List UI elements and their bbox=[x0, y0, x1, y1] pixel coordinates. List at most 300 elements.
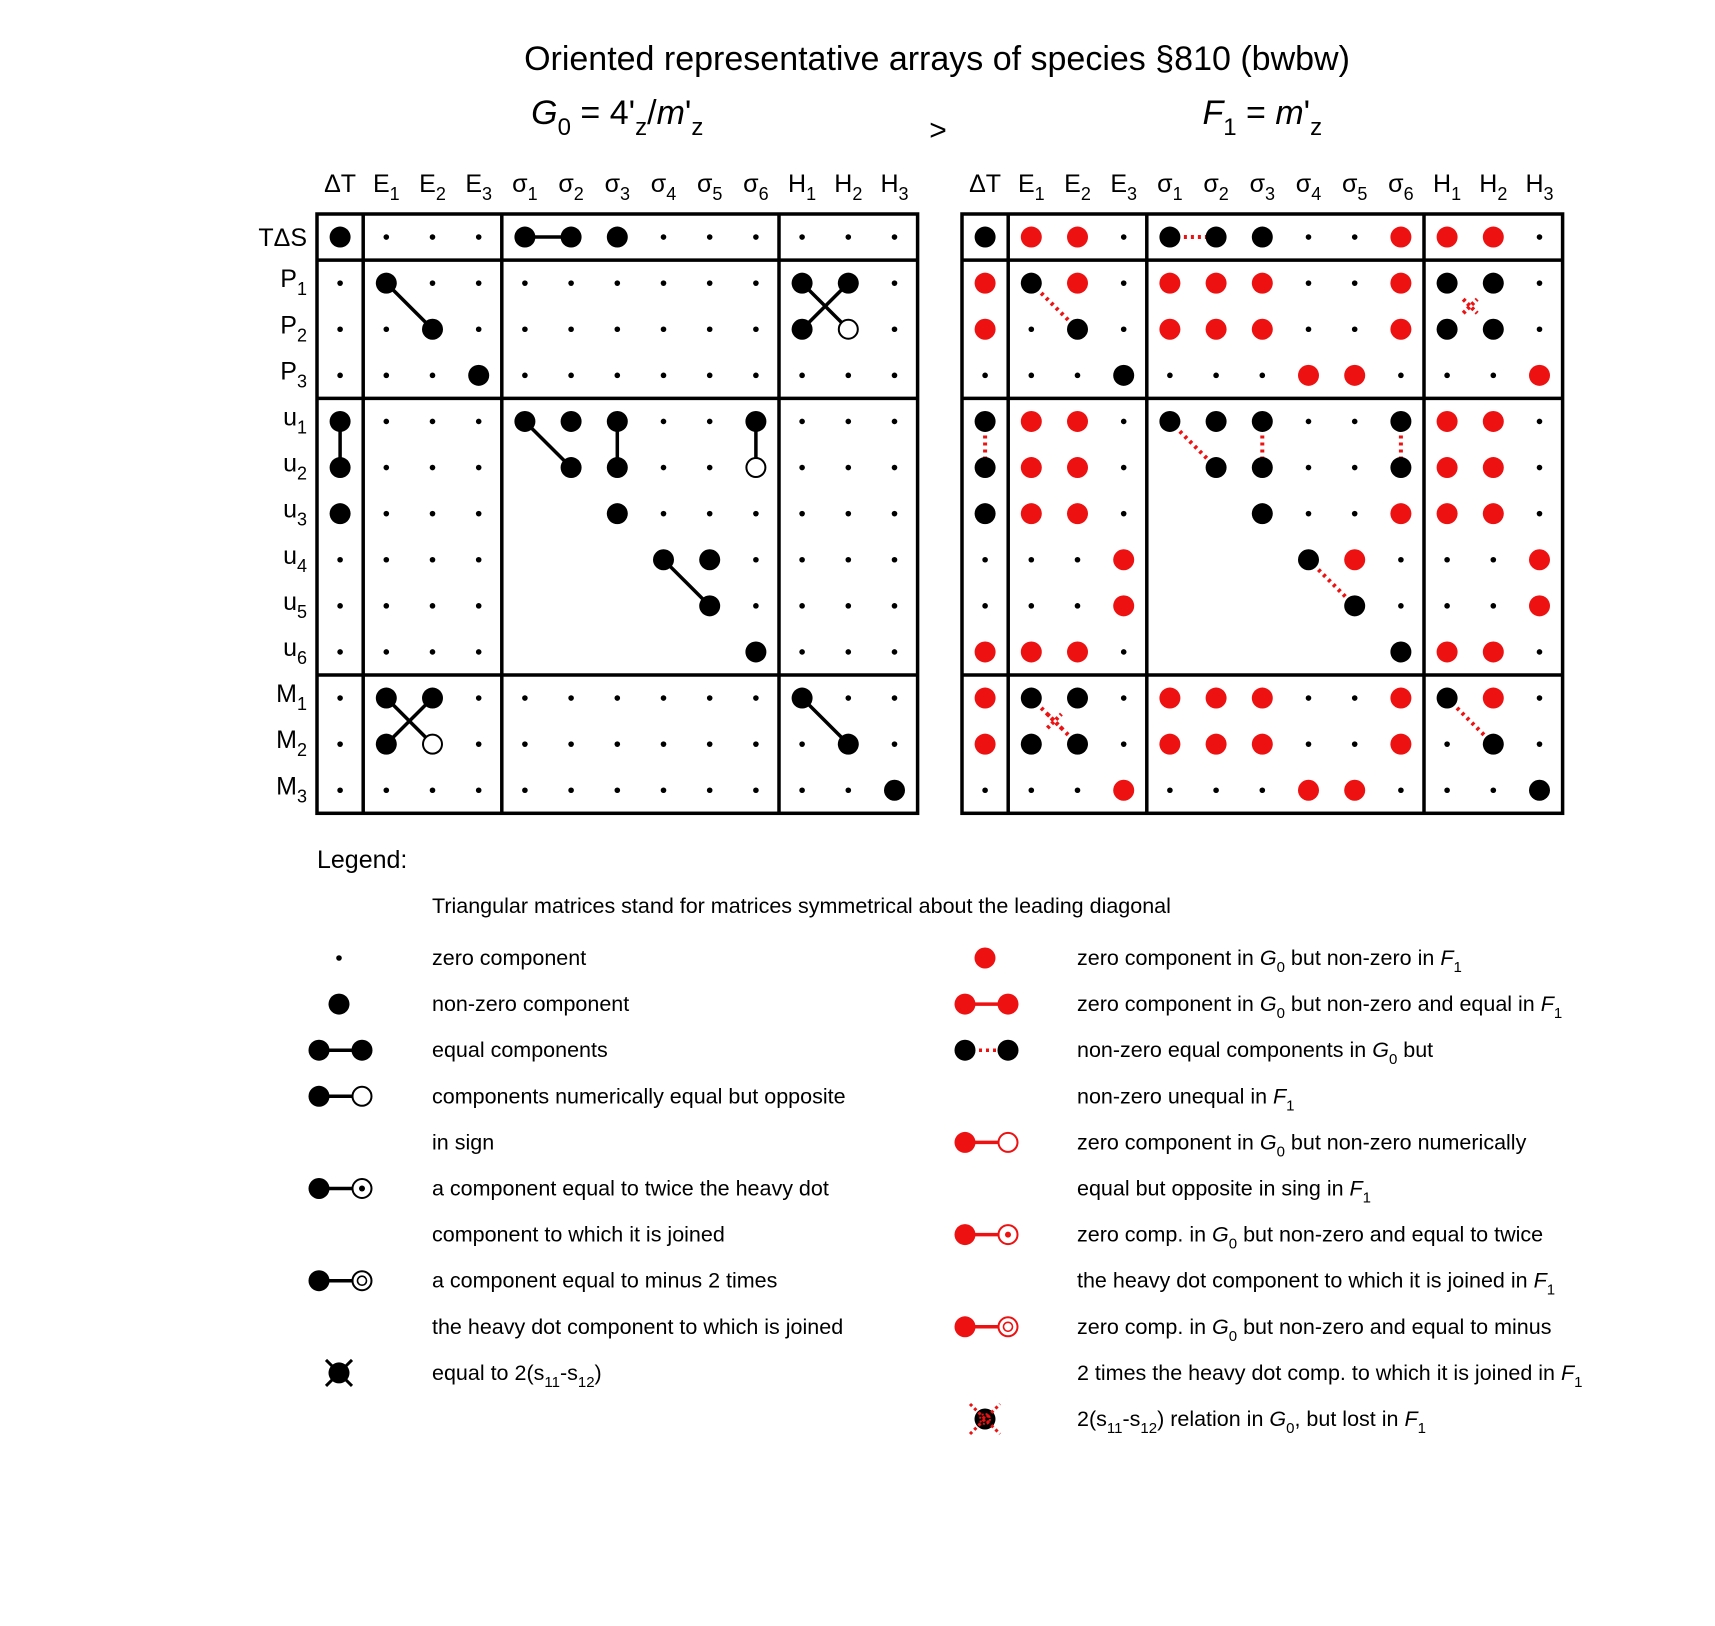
left-nonzero-component bbox=[653, 549, 674, 570]
right-new-nonzero-component bbox=[1159, 273, 1180, 294]
left-zero-component bbox=[337, 741, 343, 747]
right-array-label bbox=[1202, 94, 1322, 141]
legend-item-text-part: non-zero component bbox=[432, 992, 630, 1017]
legend-symbol-center bbox=[1005, 1232, 1011, 1238]
right-nonzero-component bbox=[1206, 227, 1227, 248]
left-zero-component bbox=[846, 465, 852, 471]
row-header-part: u bbox=[283, 541, 297, 570]
right-nonzero-component bbox=[1390, 457, 1411, 478]
left-zero-component bbox=[430, 373, 436, 379]
left-zero-component bbox=[892, 695, 898, 701]
left-zero-component bbox=[661, 787, 667, 793]
right-nonzero-component bbox=[1206, 411, 1227, 432]
left-nonzero-component bbox=[376, 688, 397, 709]
left-zero-component bbox=[799, 787, 805, 793]
legend-symbol-center bbox=[359, 1186, 365, 1192]
legend-item-equal bbox=[309, 1038, 608, 1062]
left-zero-component bbox=[337, 695, 343, 701]
left-zero-component bbox=[476, 695, 482, 701]
left-zero-component bbox=[799, 373, 805, 379]
left-nonzero-component bbox=[561, 227, 582, 248]
left-column-header-part: σ bbox=[696, 170, 713, 198]
right-new-nonzero-component bbox=[1529, 549, 1550, 570]
legend-item-text-part: 1 bbox=[1362, 1189, 1372, 1207]
left-zero-component bbox=[707, 234, 713, 240]
left-zero-component bbox=[661, 511, 667, 517]
left-zero-component bbox=[846, 603, 852, 609]
left-column-header-part: 2 bbox=[435, 184, 446, 204]
legend-item-text-part: non-zero equal components in bbox=[1077, 1038, 1373, 1063]
legend-item-text-part: 12 bbox=[1140, 1420, 1158, 1437]
row-header-part: u bbox=[283, 587, 297, 616]
legend-item-text-part: G bbox=[1259, 992, 1277, 1017]
left-nonzero-component bbox=[745, 641, 766, 662]
row-header-part: 3 bbox=[296, 371, 307, 392]
left-opposite-sign-component bbox=[839, 320, 858, 339]
right-nonzero-component bbox=[1067, 734, 1088, 755]
right-zero-component bbox=[1444, 603, 1450, 609]
legend-item-text bbox=[1077, 1361, 1582, 1391]
right-new-nonzero-component bbox=[1390, 734, 1411, 755]
legend-item-text-part: ) relation in bbox=[1157, 1407, 1270, 1431]
legend-symbol-dot bbox=[309, 1178, 330, 1199]
right-new-nonzero-component bbox=[975, 273, 996, 294]
right-new-nonzero-component bbox=[1159, 734, 1180, 755]
legend-item-text-part: 0 bbox=[1276, 959, 1285, 976]
legend-item-text-part: 1 bbox=[1546, 1281, 1556, 1299]
left-zero-component bbox=[753, 741, 759, 747]
left-array-label-part: / bbox=[647, 94, 657, 132]
left-zero-component bbox=[753, 695, 759, 701]
right-new-nonzero-component bbox=[1206, 319, 1227, 340]
left-zero-component bbox=[476, 511, 482, 517]
right-zero-component bbox=[1121, 280, 1127, 286]
left-column-header bbox=[834, 170, 862, 204]
row-header-part: u bbox=[283, 633, 297, 662]
right-nonzero-component bbox=[975, 411, 996, 432]
left-zero-component bbox=[430, 557, 436, 563]
left-zero-component bbox=[384, 649, 390, 655]
row-header-part: 3 bbox=[296, 786, 307, 807]
left-zero-component bbox=[661, 465, 667, 471]
left-zero-component bbox=[892, 234, 898, 240]
right-column-header bbox=[1018, 170, 1045, 204]
left-zero-component bbox=[337, 557, 343, 563]
legend-item-text-part: but non-zero and equal to minus bbox=[1237, 1314, 1552, 1339]
legend-item-text-part: F bbox=[1440, 946, 1454, 970]
right-new-nonzero-component bbox=[1021, 457, 1042, 478]
left-zero-component bbox=[384, 326, 390, 332]
left-zero-component bbox=[568, 695, 574, 701]
right-nonzero-component bbox=[1252, 227, 1273, 248]
left-column-header-part: 4 bbox=[666, 184, 677, 204]
row-header-part: 6 bbox=[296, 647, 307, 668]
right-column-header-part: 2 bbox=[1218, 184, 1229, 204]
right-zero-component bbox=[1352, 419, 1358, 425]
legend-item-heavy bbox=[329, 992, 630, 1016]
row-header-part: P bbox=[280, 311, 297, 340]
left-zero-component bbox=[384, 603, 390, 609]
right-column-header bbox=[1157, 170, 1182, 204]
right-new-nonzero-component bbox=[1067, 457, 1088, 478]
left-column-header-part: E bbox=[372, 170, 390, 198]
right-new-nonzero-component bbox=[1021, 227, 1042, 248]
right-zero-component bbox=[1398, 557, 1404, 563]
left-zero-component bbox=[707, 511, 713, 517]
right-zero-component bbox=[1352, 465, 1358, 471]
left-column-header bbox=[419, 170, 446, 204]
left-zero-component bbox=[384, 511, 390, 517]
right-nonzero-component bbox=[1483, 319, 1504, 340]
right-new-nonzero-component bbox=[1298, 365, 1319, 386]
right-nonzero-component bbox=[1483, 734, 1504, 755]
left-zero-component bbox=[476, 465, 482, 471]
row-header-part: 2 bbox=[296, 325, 307, 346]
left-column-header-part: 3 bbox=[620, 184, 631, 204]
legend-item-text-part: zero comp. in bbox=[1077, 1314, 1213, 1339]
legend-symbol-zero bbox=[336, 955, 342, 961]
right-zero-component bbox=[1213, 787, 1219, 793]
row-header-part: M bbox=[276, 726, 297, 755]
legend-item-text-part: but non-zero and equal in bbox=[1284, 992, 1541, 1017]
left-column-header-part: 1 bbox=[806, 184, 817, 204]
left-zero-component bbox=[568, 373, 574, 379]
left-array-label-part: = 4' bbox=[570, 94, 636, 132]
right-new-nonzero-component bbox=[1390, 319, 1411, 340]
left-nonzero-component bbox=[561, 411, 582, 432]
right-zero-component bbox=[982, 373, 988, 379]
right-new-nonzero-component bbox=[1021, 411, 1042, 432]
right-zero-component bbox=[1167, 373, 1173, 379]
right-zero-component bbox=[1075, 373, 1081, 379]
left-array-panel bbox=[258, 94, 917, 813]
left-zero-component bbox=[707, 373, 713, 379]
right-zero-component bbox=[1537, 741, 1543, 747]
left-zero-component bbox=[799, 511, 805, 517]
left-nonzero-component bbox=[792, 273, 813, 294]
legend-symbol-ring bbox=[999, 1133, 1018, 1152]
right-column-header-part: σ bbox=[1249, 170, 1266, 198]
left-zero-component bbox=[430, 465, 436, 471]
left-zero-component bbox=[615, 787, 621, 793]
legend-item-text-part: the heavy dot component to which is joined bbox=[432, 1314, 844, 1339]
right-column-header-part: σ bbox=[1341, 170, 1358, 198]
legend-symbol-dot bbox=[329, 994, 350, 1015]
legend-item-text-part: G bbox=[1259, 1130, 1277, 1155]
legend-item-text-part: G bbox=[1212, 1222, 1229, 1247]
right-zero-component bbox=[1306, 695, 1312, 701]
left-array-label-part: z bbox=[691, 114, 704, 141]
right-zero-component bbox=[982, 603, 988, 609]
left-nonzero-component bbox=[607, 227, 628, 248]
legend-item-text bbox=[1077, 1130, 1527, 1160]
left-zero-component bbox=[892, 373, 898, 379]
left-zero-component bbox=[661, 373, 667, 379]
left-zero-component bbox=[661, 280, 667, 286]
left-array-label-part: m bbox=[656, 94, 685, 132]
right-new-nonzero-component bbox=[1206, 688, 1227, 709]
right-zero-component bbox=[1352, 326, 1358, 332]
right-zero-component bbox=[1260, 373, 1266, 379]
right-array-label-part: ' bbox=[1303, 94, 1311, 132]
left-zero-component bbox=[384, 419, 390, 425]
right-new-nonzero-component bbox=[1252, 688, 1273, 709]
legend-item-text bbox=[1077, 946, 1462, 976]
left-zero-component bbox=[430, 419, 436, 425]
left-zero-component bbox=[568, 326, 574, 332]
left-zero-component bbox=[892, 511, 898, 517]
legend-item-text-part: -s bbox=[559, 1360, 578, 1385]
left-nonzero-component bbox=[607, 503, 628, 524]
left-column-header bbox=[373, 170, 400, 204]
right-nonzero-component bbox=[1252, 503, 1273, 524]
legend-item-text bbox=[432, 1038, 608, 1062]
right-column-header-part: σ bbox=[1203, 170, 1219, 198]
left-nonzero-component bbox=[422, 688, 443, 709]
right-new-nonzero-component bbox=[1437, 411, 1458, 432]
row-header bbox=[283, 542, 307, 576]
left-column-header-part: 5 bbox=[712, 184, 723, 204]
left-nonzero-component bbox=[376, 734, 397, 755]
legend-symbol-dot bbox=[975, 948, 996, 969]
legend-item-text-part: F bbox=[1349, 1176, 1363, 1201]
right-nonzero-component bbox=[1252, 457, 1273, 478]
left-column-header-part: 1 bbox=[389, 184, 400, 204]
right-nonzero-component bbox=[1206, 457, 1227, 478]
legend-item-text bbox=[432, 992, 629, 1016]
left-nonzero-component bbox=[514, 411, 535, 432]
left-nonzero-component bbox=[330, 503, 351, 524]
right-zero-component bbox=[1306, 741, 1312, 747]
legend-item-text-part: -s bbox=[1122, 1407, 1141, 1431]
left-column-header bbox=[558, 170, 583, 204]
left-zero-component bbox=[799, 234, 805, 240]
row-header bbox=[276, 726, 307, 760]
legend-item-text-part: G bbox=[1259, 946, 1277, 970]
right-new-nonzero-component bbox=[1344, 365, 1365, 386]
right-column-header bbox=[1296, 170, 1321, 204]
left-column-header-part: H bbox=[788, 170, 807, 198]
left-zero-component bbox=[430, 649, 436, 655]
right-zero-component bbox=[1260, 787, 1266, 793]
left-zero-component bbox=[661, 326, 667, 332]
left-column-header-part: E bbox=[465, 170, 483, 198]
right-new-nonzero-component bbox=[1067, 227, 1088, 248]
row-header bbox=[283, 634, 307, 668]
right-zero-component bbox=[1491, 373, 1497, 379]
left-zero-component bbox=[846, 649, 852, 655]
right-zero-component bbox=[1352, 280, 1358, 286]
left-zero-component bbox=[799, 557, 805, 563]
right-new-nonzero-component bbox=[1067, 503, 1088, 524]
right-new-nonzero-component bbox=[1483, 503, 1504, 524]
right-zero-component bbox=[1075, 787, 1081, 793]
left-column-header-part: σ bbox=[558, 170, 574, 198]
row-header-part: u bbox=[283, 495, 297, 524]
left-zero-component bbox=[522, 326, 528, 332]
right-zero-component bbox=[1491, 603, 1497, 609]
right-new-nonzero-component bbox=[975, 688, 996, 709]
legend-item-cross bbox=[326, 1360, 602, 1391]
left-zero-component bbox=[568, 741, 574, 747]
right-zero-component bbox=[1306, 511, 1312, 517]
right-column-header-part: 5 bbox=[1357, 184, 1368, 204]
legend-item-text-part: 1 bbox=[1574, 1373, 1583, 1391]
left-zero-component bbox=[753, 557, 759, 563]
legend-heading: Legend: bbox=[317, 846, 408, 874]
right-column-header-part: H bbox=[1525, 170, 1544, 198]
right-zero-component bbox=[1306, 326, 1312, 332]
right-column-header-part: E bbox=[1110, 170, 1128, 198]
legend-item-text bbox=[1077, 1315, 1551, 1345]
left-zero-component bbox=[476, 419, 482, 425]
row-header bbox=[258, 224, 307, 252]
left-zero-component bbox=[522, 741, 528, 747]
row-header bbox=[280, 311, 307, 345]
right-column-header-part: 1 bbox=[1172, 184, 1183, 204]
left-column-header-part: 6 bbox=[758, 184, 769, 204]
left-zero-component bbox=[522, 280, 528, 286]
legend-item-text-part: a component equal to twice the heavy dot bbox=[432, 1176, 829, 1201]
right-column-header bbox=[1388, 170, 1413, 204]
left-zero-component bbox=[753, 603, 759, 609]
left-column-header-part: 2 bbox=[573, 184, 584, 204]
left-zero-component bbox=[799, 419, 805, 425]
left-zero-component bbox=[476, 649, 482, 655]
legend-note: Triangular matrices stand for matrices symmetrical about the leading diagonal bbox=[432, 894, 1171, 918]
legend-symbol-ring bbox=[999, 1317, 1018, 1336]
legend-item-text bbox=[432, 1223, 725, 1247]
legend-item-text bbox=[1077, 1407, 1426, 1437]
row-header bbox=[276, 680, 307, 714]
legend-symbol-dot bbox=[955, 1132, 976, 1153]
left-zero-component bbox=[846, 695, 852, 701]
right-zero-component bbox=[1537, 465, 1543, 471]
figure-title: Oriented representative arrays of species §810 (bwbw) bbox=[524, 40, 1350, 78]
left-nonzero-component bbox=[514, 227, 535, 248]
left-zero-component bbox=[707, 326, 713, 332]
left-zero-component bbox=[753, 511, 759, 517]
left-zero-component bbox=[568, 787, 574, 793]
right-new-nonzero-component bbox=[1390, 273, 1411, 294]
right-nonzero-component bbox=[1159, 227, 1180, 248]
left-zero-component bbox=[384, 557, 390, 563]
legend-item-dot bbox=[336, 946, 586, 970]
right-new-nonzero-component bbox=[1252, 273, 1273, 294]
legend-item-text-part: , but lost in bbox=[1294, 1407, 1405, 1431]
legend-item-text-part: but non-zero in bbox=[1284, 946, 1441, 970]
left-zero-component bbox=[892, 326, 898, 332]
left-zero-component bbox=[799, 741, 805, 747]
row-header-part: 3 bbox=[296, 509, 307, 530]
right-column-header-part: E bbox=[1017, 170, 1035, 198]
right-zero-component bbox=[1121, 419, 1127, 425]
right-zero-component bbox=[1029, 787, 1035, 793]
left-zero-component bbox=[476, 234, 482, 240]
right-new-nonzero-component bbox=[1529, 595, 1550, 616]
left-zero-component bbox=[892, 603, 898, 609]
legend-item-text bbox=[1077, 1038, 1433, 1068]
right-nonzero-component bbox=[1067, 319, 1088, 340]
row-header-part: 5 bbox=[296, 601, 307, 622]
right-column-header-part: 3 bbox=[1543, 184, 1554, 204]
row-header-part: P bbox=[280, 265, 297, 294]
left-column-header bbox=[788, 170, 816, 204]
left-column-header bbox=[743, 170, 768, 204]
right-zero-component bbox=[1491, 787, 1497, 793]
left-zero-component bbox=[476, 787, 482, 793]
left-zero-component bbox=[384, 465, 390, 471]
legend-symbol-dot bbox=[955, 1224, 976, 1245]
right-zero-component bbox=[1121, 465, 1127, 471]
row-header bbox=[276, 772, 307, 806]
right-nonzero-component bbox=[1021, 734, 1042, 755]
legend-symbol-dot bbox=[998, 1040, 1019, 1061]
legend-item-text-part: non-zero unequal in bbox=[1077, 1084, 1274, 1109]
legend-symbol-ring bbox=[353, 1271, 372, 1290]
right-zero-component bbox=[1537, 649, 1543, 655]
legend-symbol-dot bbox=[955, 994, 976, 1015]
left-opposite-sign-component bbox=[746, 458, 765, 477]
right-new-nonzero-component bbox=[1159, 688, 1180, 709]
right-new-nonzero-component bbox=[1067, 273, 1088, 294]
left-nonzero-component bbox=[884, 780, 905, 801]
right-zero-component bbox=[1537, 234, 1543, 240]
right-new-nonzero-component bbox=[1067, 411, 1088, 432]
left-zero-component bbox=[846, 787, 852, 793]
left-zero-component bbox=[892, 465, 898, 471]
left-zero-component bbox=[430, 787, 436, 793]
right-new-nonzero-component bbox=[1483, 688, 1504, 709]
legend-symbol-dot bbox=[955, 1316, 976, 1337]
left-nonzero-component bbox=[699, 549, 720, 570]
legend-item-text-part: zero component in bbox=[1077, 1130, 1260, 1155]
right-nonzero-component bbox=[1021, 688, 1042, 709]
right-zero-component bbox=[1444, 373, 1450, 379]
right-column-header-part: 1 bbox=[1034, 184, 1045, 204]
left-zero-component bbox=[846, 511, 852, 517]
right-new-nonzero-component bbox=[1483, 227, 1504, 248]
left-zero-component bbox=[753, 326, 759, 332]
left-zero-component bbox=[846, 419, 852, 425]
legend-item-red-equal bbox=[955, 992, 1563, 1022]
right-new-nonzero-component bbox=[1159, 319, 1180, 340]
left-zero-component bbox=[799, 649, 805, 655]
legend-symbol-dot bbox=[309, 1270, 330, 1291]
right-column-header bbox=[1110, 170, 1137, 204]
legend-item-text-part: zero component in bbox=[1077, 946, 1260, 970]
right-array-label-part: z bbox=[1310, 114, 1323, 141]
left-zero-component bbox=[430, 603, 436, 609]
right-nonzero-component bbox=[1437, 273, 1458, 294]
right-array-panel bbox=[962, 94, 1563, 813]
right-nonzero-component bbox=[1159, 411, 1180, 432]
row-header-part: 1 bbox=[296, 417, 307, 438]
right-zero-component bbox=[1537, 419, 1543, 425]
left-zero-component bbox=[707, 787, 713, 793]
right-new-nonzero-component bbox=[1390, 227, 1411, 248]
row-header-part: 2 bbox=[296, 463, 307, 484]
left-zero-component bbox=[522, 695, 528, 701]
right-column-header bbox=[1479, 170, 1507, 204]
left-zero-component bbox=[384, 373, 390, 379]
left-nonzero-component bbox=[607, 457, 628, 478]
left-zero-component bbox=[892, 649, 898, 655]
left-zero-component bbox=[615, 695, 621, 701]
left-column-header bbox=[465, 170, 492, 204]
legend-item-text-part: 1 bbox=[1453, 959, 1462, 976]
left-array-label-part: ' bbox=[684, 94, 692, 132]
